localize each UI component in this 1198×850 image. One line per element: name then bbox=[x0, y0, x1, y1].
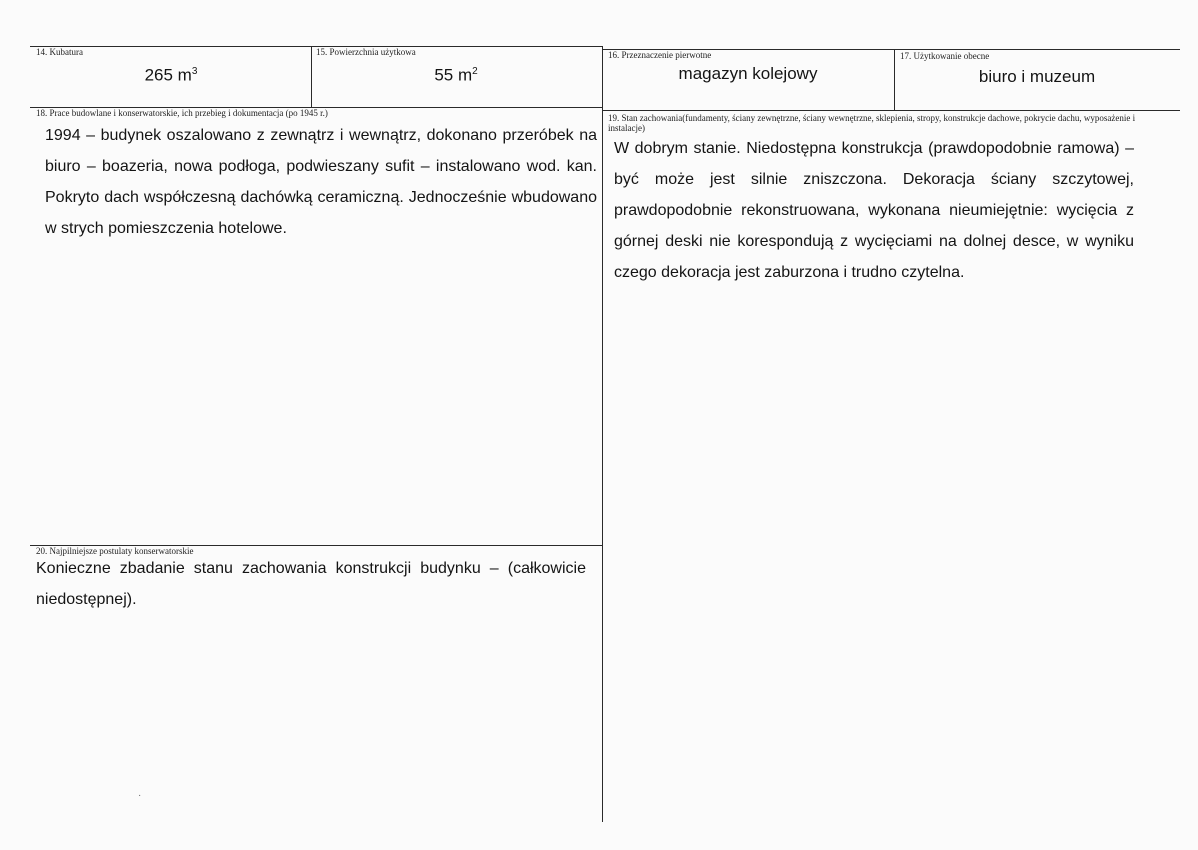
row2-rule-right bbox=[602, 110, 1180, 111]
field-16-value: magazyn kolejowy bbox=[678, 64, 818, 83]
field-16-label: 16. Przeznaczenie pierwotne bbox=[608, 50, 712, 60]
divider-14-15 bbox=[311, 46, 312, 108]
field-17-value: biuro i muzeum bbox=[978, 67, 1096, 86]
divider-16-17 bbox=[894, 49, 895, 111]
field-14-label: 14. Kubatura bbox=[36, 47, 83, 57]
powierzchnia-unit-sup: 2 bbox=[472, 66, 478, 77]
field-19-text: W dobrym stanie. Niedostępna konstrukcja (prawdopodobnie ramowa) – być może jest silnie zniszczona. Dekoracja ściany szczytowej, prawdopodobnie rekonstruowana, wykonana nieumiejętnie: wycięcia z górnej deski nie korespondują z wycięciami na dolnej desce, w wyniku czego dekoracja jest zaburzona i trudno czytelna. bbox=[614, 140, 1134, 281]
field-14-value bbox=[36, 62, 306, 86]
field-18-text: 1994 – budynek oszalowano z zewnątrz i wewnątrz, dokonano przeróbek na biuro – boazeria, nowa podłoga, podwieszany sufit – instalowano wod. kan. Pokryto dach współczesną dachówką ceramiczną. Jednocześnie wbudowano w strych pomieszczenia hotelowe. bbox=[45, 127, 597, 237]
field-19-label: 19. Stan zachowania(fundamenty, ściany zewnętrzne, ściany wewnętrzne, sklepienia, stropy, konstrukcje dachowe, pokrycie dachu, wyposażenie i instalacje) bbox=[608, 113, 1136, 133]
divider-center bbox=[602, 46, 603, 822]
field-15-label: 15. Powierzchnia użytkowa bbox=[316, 47, 416, 57]
field-17-label: 17. Użytkowanie obecne bbox=[900, 51, 990, 61]
field-20-label: 20. Najpilniejsze postulaty konserwatorskie bbox=[36, 546, 194, 556]
field-15-value bbox=[316, 62, 596, 86]
field-18-label: 18. Prace budowlane i konserwatorskie, ich przebieg i dokumentacja (po 1945 r.) bbox=[36, 108, 328, 118]
scan-speck: · bbox=[138, 790, 142, 801]
powierzchnia-value: 55 m bbox=[434, 65, 473, 85]
kubatura-value: 265 m bbox=[144, 65, 192, 85]
kubatura-unit-sup: 3 bbox=[191, 66, 198, 77]
field-20-text: Konieczne zbadanie stanu zachowania konstrukcji budynku – (całkowicie niedostępnej). bbox=[36, 560, 586, 608]
